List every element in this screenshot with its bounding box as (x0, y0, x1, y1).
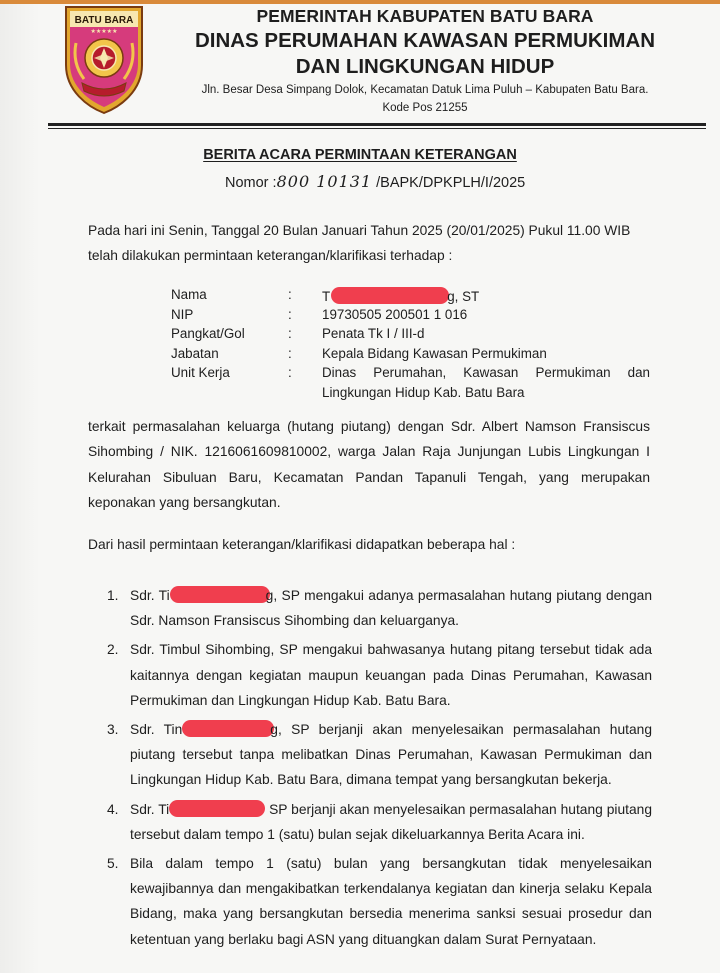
identity-value: Kepala Bidang Kawasan Permukiman (322, 345, 547, 361)
identity-value: Penata Tk I / III-d (322, 326, 425, 341)
identity-label: Pangkat/Gol (171, 326, 245, 341)
item-number: 5. (107, 856, 119, 872)
document-title (0, 147, 720, 163)
agency-name-line1: DINAS PERUMAHAN KAWASAN PERMUKIMAN (194, 29, 656, 52)
identity-row-rank (171, 326, 651, 346)
document-number (225, 172, 525, 191)
identity-table (171, 287, 651, 404)
redaction-mark (170, 586, 270, 603)
item-text: Sdr. Timbul Sihombing, SP mengakui bahwasanya hutang pitang tersebut tidak ada kaitannya dengan kegiatan maupun keuangan pada Dinas Perumahan, Kawasan Permukiman dan Lingkungan Hidup Kab. Batu Bara. (130, 642, 652, 708)
identity-row-position (171, 346, 651, 366)
list-item (107, 851, 652, 952)
identity-colon: : (288, 326, 292, 341)
name-visible-end: g, ST (447, 289, 480, 304)
page-shadow (0, 0, 40, 973)
intro-line1: Pada hari ini Senin, Tanggal 20 Bulan Januari Tahun 2025 (20/01/2025) Pukul 11.00 WIB (88, 223, 631, 238)
item-text-start: Sdr. Tin (130, 722, 183, 738)
identity-value (322, 287, 479, 304)
item-text-start: Sdr. Ti (130, 588, 170, 603)
identity-value: 19730505 200501 1 016 (322, 306, 468, 322)
item-number: 3. (107, 722, 119, 738)
redaction-mark (182, 720, 274, 737)
intro-paragraph (88, 218, 663, 268)
identity-row-name (171, 287, 651, 307)
item-number: 2. (107, 642, 119, 658)
list-item (107, 797, 652, 847)
identity-label: NIP (171, 306, 194, 322)
identity-label: Nama (171, 287, 207, 302)
redaction-mark (169, 800, 265, 817)
identity-colon: : (288, 365, 292, 380)
identity-colon: : (288, 287, 292, 302)
item-text-end: g, SP berjanji akan menyelesaikan permasalahan hutang piutang tersebut tanpa melibatkan Dinas Perumahan, Kawasan Permukiman dan Lingkungan Hidup Kab. Batu Bara, dimana tempat yang bersangkutan bekerja. (130, 722, 652, 788)
item-text: Bila dalam tempo 1 (satu) bulan yang bersangkutan tidak menyelesaikan kewajibannya dan mengakibatkan terkendalanya kegiatan dan kinerja selaku Kepala Bidang, maka yang bersangkutan bersedia menerima sanksi sesuai prosedur dan ketentuan yang berlaku bagi ASN yang dituangkan dalam Surat Pernyataan. (130, 856, 652, 947)
identity-label: Unit Kerja (171, 365, 230, 380)
logo-text: BATU BARA (74, 15, 134, 26)
number-prefix: Nomor : (225, 175, 277, 191)
identity-colon: : (288, 345, 292, 361)
number-handwritten: 800 10131 (276, 172, 373, 191)
number-suffix: /BAPK/DPKPLH/I/2025 (376, 175, 526, 191)
findings-list (107, 583, 652, 952)
item-text-start: Sdr. Ti (130, 801, 170, 817)
findings-lead: Dari hasil permintaan keterangan/klarifikasi didapatkan beberapa hal : (88, 537, 516, 552)
item-text-end: SP berjanji akan menyelesaikan permasalahan hutang piutang tersebut dalam tempo 1 (satu) bulan sejak dikeluarkannya Berita Acara ini. (130, 801, 652, 842)
identity-row-unit (171, 365, 651, 404)
item-number: 1. (107, 588, 119, 603)
postal-code: Kode Pos 21255 (382, 102, 468, 114)
identity-value-line2: Lingkungan Hidup Kab. Batu Bara (322, 384, 525, 400)
list-item (107, 637, 652, 713)
intro-line2: telah dilakukan permintaan keterangan/klarifikasi terhadap : (88, 248, 453, 263)
identity-colon: : (288, 306, 292, 322)
government-name: PEMERINTAH KABUPATEN BATU BARA (256, 6, 594, 26)
identity-value: Dinas Perumahan, Kawasan Permukiman dan (322, 365, 650, 380)
list-item (107, 717, 652, 793)
redaction-mark (331, 287, 449, 304)
item-text-end: g, SP mengakui adanya permasalahan hutang piutang dengan Sdr. Namson Fransiscus Sihombing dan keluarganya. (130, 588, 652, 629)
agency-address: Jln. Besar Desa Simpang Dolok, Kecamatan Datuk Lima Puluh – Kabupaten Batu Bara. (201, 84, 649, 96)
item-number: 4. (107, 801, 119, 817)
document-title-text: BERITA ACARA PERMINTAAN KETERANGAN (203, 147, 517, 163)
identity-row-nip (171, 307, 651, 327)
letterhead-rule-thin (48, 128, 706, 129)
agency-name-line2: DAN LINGKUNGAN HIDUP (295, 55, 555, 78)
name-visible-start: T (322, 289, 331, 304)
regency-emblem-icon (62, 3, 146, 115)
svg-text:★★★★★: ★★★★★ (90, 28, 118, 35)
letterhead-rule-thick (48, 123, 706, 126)
body-paragraph: terkait permasalahan keluarga (hutang piutang) dengan Sdr. Albert Namson Fransiscus Sihombing / NIK. 1216061609810002, warga Jalan Raja Junjungan Lubis Lingkungan I Kelurahan Sibuluan Baru, Kecamatan Pandan Tapanuli Tengah, yang merupakan keponakan yang bersangkutan. (88, 419, 650, 510)
list-item (107, 583, 652, 633)
identity-label: Jabatan (171, 345, 219, 361)
